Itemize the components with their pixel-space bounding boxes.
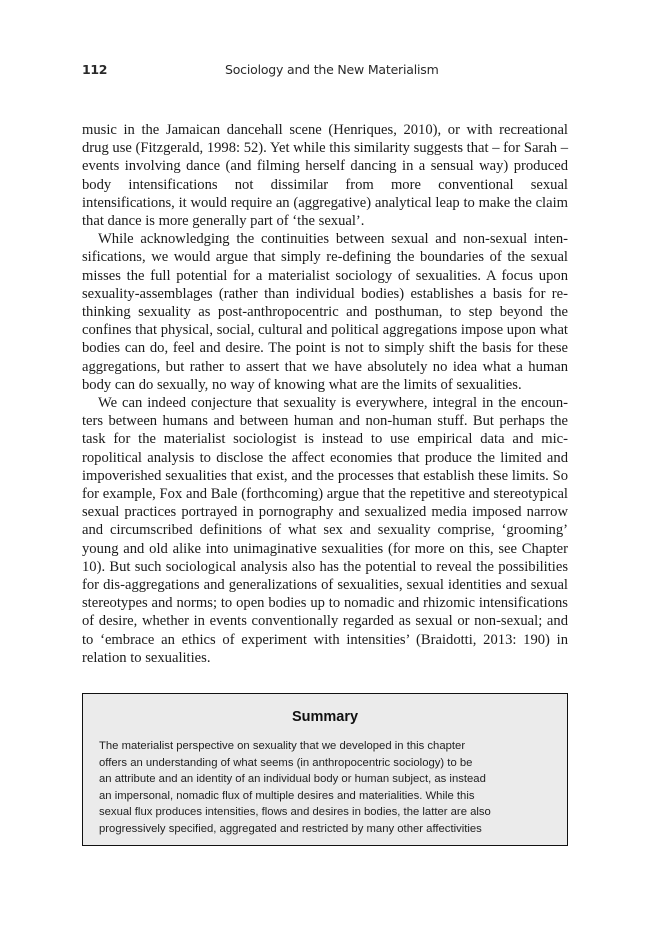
running-title: Sociology and the New Materialism: [225, 62, 439, 77]
body-text: [82, 121, 568, 667]
summary-line: progressively specified, aggregated and restricted by many other affectivities: [99, 822, 482, 835]
paragraph: music in the Jamaican dancehall scene (Henriques, 2010), or with recreational drug use (Fitzgerald, 1998: 52). Yet while this similarity suggests that – for Sarah – events involving dance (and filming herself dancing in a sensual way) produced body intensifications not dissimilar from more conventional sexual intensifications, it would require an (aggregative) analytical leap to make the claim that dance is more generally part of ‘the sexual’.: [82, 122, 568, 230]
summary-line: The materialist perspective on sexuality that we developed in this chapter: [99, 740, 466, 752]
summary-box: [82, 693, 568, 846]
summary-line: offers an understanding of what seems (in anthropocentric sociology) to be: [99, 756, 473, 769]
summary-title: Summary: [291, 709, 359, 725]
summary-line: an attribute and an identity of an individual body or human subject, as instead: [99, 773, 486, 786]
paragraph: We can indeed conjecture that sexuality is everywhere, integral in the encounters between humans and between human and non-human stuff. But perhaps the task for the materialist sociologist is instead to use empirical data and micropolitical analysis to disclose the affect economies that produce the limited and impoverished sexualities that exist, and the processes that establish these limits. So for example, Fox and Bale (forthcoming) argue that the repetitive and stereotypical sexual practices portrayed in pornography and sexualized media imposed narrow and circumscribed definitions of what sex and sexuality comprise, ‘grooming’ young and old alike into unimaginative sexualities (for more on this, see Chapter 10). But such sociological analysis also has the potential to reveal the possibilities for dis-aggregations and generalizations of sexualities, sexual identities and sexual stereotypes and norms; to open bodies up to nomadic and rhizomic intensifications of desire, whether in events conventionally regarded as sexual or non-sexual; and to ‘embrace an ethics of experiment with intensities’ (Braidotti, 2013: 190) in relation to sexualities.: [82, 395, 568, 666]
summary-text: [99, 738, 559, 838]
summary-line: an impersonal, nomadic flux of multiple desires and materialities. While this: [99, 789, 475, 802]
summary-line: sexual flux produces intensities, flows and desires in bodies, the latter are also: [99, 806, 491, 819]
page-number: 112: [82, 62, 108, 77]
paragraph: While acknowledging the continuities between sexual and non-sexual intensifications, we would argue that simply re-defining the boundaries of the sexual misses the full potential for a materialist sociology of sexualities. A focus upon sexuality-assemblages (rather than individual bodies) establishes a basis for re-thinking sexuality as post-anthropocentric and posthuman, to step beyond the confines that physical, social, cultural and political aggregations impose upon what bodies can do, feel and desire. The point is not to simply shift the basis for these aggregations, but rather to assert that we have absolutely no idea what a human body can do sexually, no way of knowing what are the limits of sexualities.: [82, 231, 568, 393]
running-head: [82, 62, 568, 82]
